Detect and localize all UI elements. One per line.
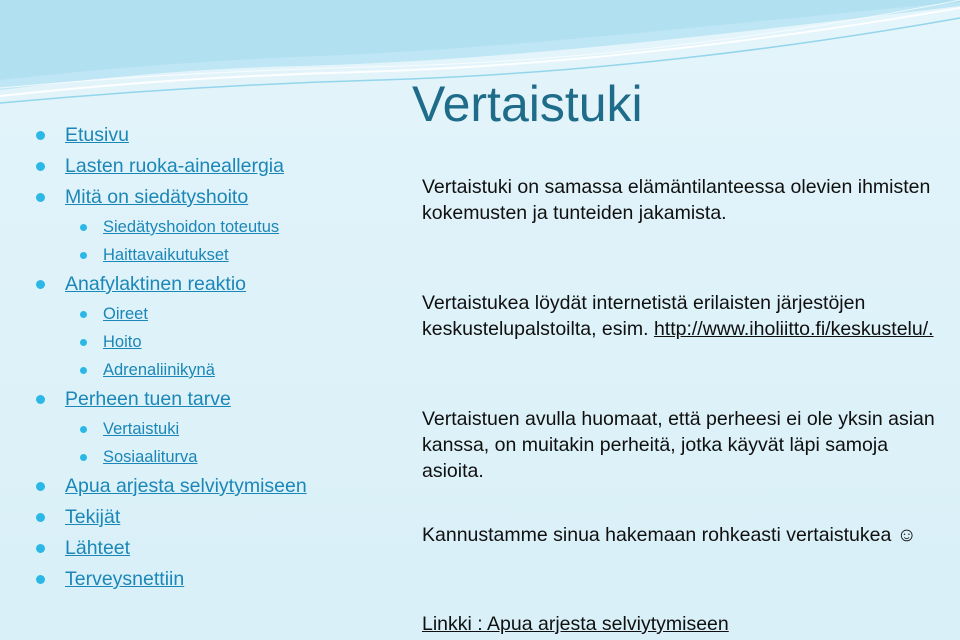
bullet-icon xyxy=(80,426,87,433)
nav-link[interactable]: Anafylaktinen reaktio xyxy=(65,273,247,295)
bullet-icon xyxy=(36,280,45,289)
nav-link[interactable]: Mitä on siedätyshoito xyxy=(65,186,249,208)
nav-link[interactable]: Hoito xyxy=(103,333,142,351)
bullet-icon xyxy=(36,193,45,202)
nav-item xyxy=(36,300,376,328)
nav-item xyxy=(36,384,376,415)
nav-link[interactable]: Sosiaaliturva xyxy=(103,448,198,466)
bullet-icon xyxy=(36,131,45,140)
nav-item xyxy=(36,182,376,213)
slide-title: Vertaistuki xyxy=(412,76,643,132)
nav-item xyxy=(36,328,376,356)
bullet-icon xyxy=(36,544,45,553)
bullet-icon xyxy=(36,162,45,171)
nav-item xyxy=(36,269,376,300)
bullet-icon xyxy=(80,339,87,346)
bullet-icon xyxy=(80,252,87,259)
nav-link[interactable]: Oireet xyxy=(103,305,148,323)
bullet-icon xyxy=(80,311,87,318)
paragraph-intro: Vertaistuki on samassa elämäntilanteessa olevien ihmisten kokemusten ja tunteiden jakamista. xyxy=(422,176,931,224)
bullet-icon xyxy=(80,454,87,461)
nav-menu xyxy=(36,120,376,595)
nav-link[interactable]: Haittavaikutukset xyxy=(103,246,229,264)
paragraph-internet xyxy=(422,290,942,342)
nav-link[interactable]: Perheen tuen tarve xyxy=(65,388,231,410)
nav-item xyxy=(36,471,376,502)
nav-link[interactable]: Terveysnettiin xyxy=(65,568,185,590)
nav-item xyxy=(36,241,376,269)
bullet-icon xyxy=(36,395,45,404)
nav-item xyxy=(36,443,376,471)
nav-link[interactable]: Lähteet xyxy=(65,537,131,559)
nav-item xyxy=(36,533,376,564)
keskustelu-link[interactable]: http://www.iholiitto.fi/keskustelu/. xyxy=(653,318,934,340)
nav-link[interactable]: Vertaistuki xyxy=(103,420,180,438)
nav-link[interactable]: Etusivu xyxy=(65,124,129,146)
nav-item xyxy=(36,151,376,182)
paragraph-encourage: Kannustamme sinua hakemaan rohkeasti vertaistukea ☺ xyxy=(422,524,917,546)
nav-item xyxy=(36,415,376,443)
bullet-icon xyxy=(36,482,45,491)
nav-item xyxy=(36,564,376,595)
nav-link[interactable]: Adrenaliinikynä xyxy=(103,361,215,379)
bullet-icon xyxy=(80,224,87,231)
paragraph-benefits: Vertaistuen avulla huomaat, että perheesi ei ole yksin asian kanssa, on muitakin perheitä, jotka käyvät läpi samoja asioita. xyxy=(422,408,935,482)
nav-link[interactable]: Lasten ruoka-aineallergia xyxy=(65,155,284,177)
nav-item xyxy=(36,502,376,533)
paragraph-internet-text: Vertaistukea löydät internetistä erilaisten järjestöjen keskustelupalstoilta, esim. xyxy=(422,292,866,340)
link-paragraph xyxy=(422,611,942,637)
nav-item xyxy=(36,120,376,151)
bullet-icon xyxy=(36,575,45,584)
bullet-icon xyxy=(80,367,87,374)
nav-list xyxy=(36,120,376,595)
nav-link[interactable]: Tekijät xyxy=(65,506,121,528)
bullet-icon xyxy=(36,513,45,522)
nav-link[interactable]: Siedätyshoidon toteutus xyxy=(103,218,280,236)
nav-link[interactable]: Apua arjesta selviytymiseen xyxy=(65,475,307,497)
nav-item xyxy=(36,356,376,384)
apua-arjesta-link[interactable]: Linkki : Apua arjesta selviytymiseen xyxy=(422,613,729,635)
nav-item xyxy=(36,213,376,241)
